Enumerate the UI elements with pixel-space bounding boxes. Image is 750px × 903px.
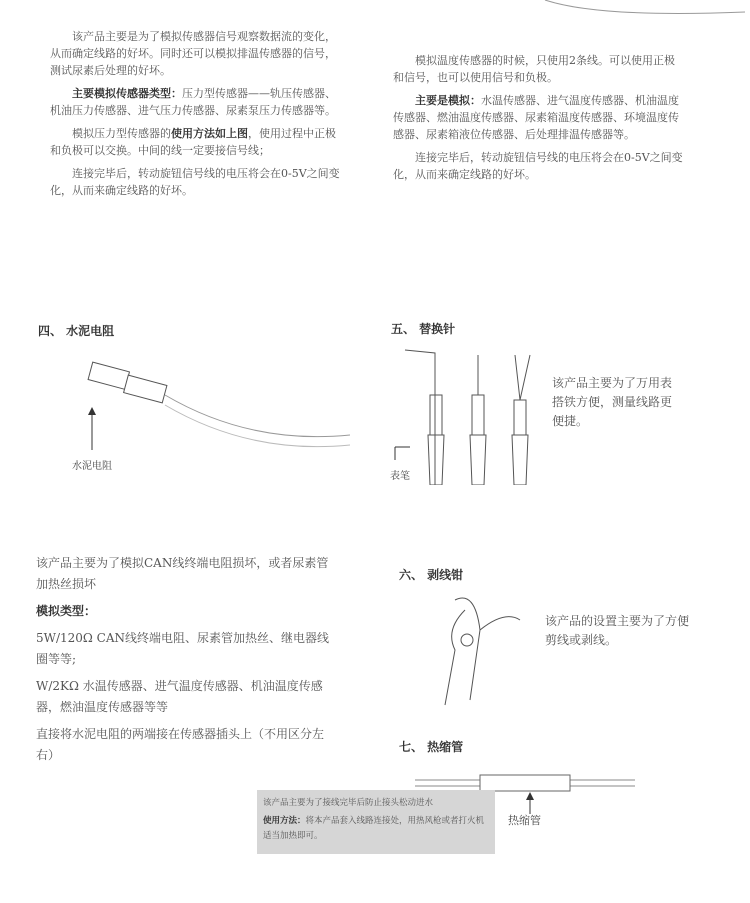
probe-pins-illustration: [390, 345, 550, 485]
cement-resistor-illustration: [70, 355, 350, 465]
section-4-title: 四、 水泥电阻: [38, 324, 115, 338]
pressure-types: 压力型传感器——轨压传感器、机油压力传感器、进气压力传感器、尿素泵压力传感器等。: [50, 87, 336, 117]
probe-label: 表笔: [390, 471, 410, 482]
pressure-usage-a: 模拟压力型传感器的: [72, 127, 171, 140]
cement-intro: 该产品主要为了模拟CAN线终端电阻损坏，或者尿素管加热丝损坏: [36, 556, 329, 591]
temperature-sensor-section: [393, 52, 683, 189]
temp-result: 连接完毕后，转动旋钮信号线的电压将会在0-5V之间变化，从而来确定线路的好坏。: [393, 151, 683, 181]
temp-intro: 模拟温度传感器的时候，只使用2条线。可以使用正极和信号，也可以使用信号和负极。: [393, 54, 675, 84]
pressure-sensor-section: [50, 28, 340, 205]
pressure-usage-b: ，使用过程中正极和负极可以交换。中间的线一定要接信号线；: [50, 127, 336, 157]
cement-usage: 直接将水泥电阻的两端接在传感器插头上（不用区分左右）: [36, 727, 325, 762]
cement-resistor-description: [36, 553, 336, 772]
heat-shrink-usage-label: 使用方法：: [263, 816, 306, 826]
heat-shrink-usage: 将本产品套入线路连接处，用热风枪或者打火机适当加热即可。: [263, 816, 485, 841]
section-6-title: 六、 剥线钳: [399, 568, 464, 582]
wire-stripper-illustration: [425, 590, 525, 710]
temp-types-label: 主要是模拟：: [415, 94, 481, 107]
temp-types: 水温传感器、进气温度传感器、机油温度传感器、燃油温度传感器、尿素箱温度传感器、环境温度传感器、尿素箱液位传感器、后处理排温传感器等。: [393, 94, 679, 141]
cement-type-1: 5W/120Ω CAN线终端电阻、尿素管加热丝、继电器线圈等等;: [36, 631, 330, 666]
section-7-title: 七、 热缩管: [399, 740, 464, 754]
heat-shrink-description: [257, 790, 495, 854]
heat-shrink-label: 热缩管: [508, 814, 541, 827]
wire-stripper-description: 该产品的设置主要为了方便剪线或剥线。: [545, 614, 690, 647]
probe-description: 该产品主要为了万用表搭铁方便，测量线路更便捷。: [552, 376, 673, 428]
cable-illustration-top: [540, 0, 750, 20]
cement-type-2: W/2KΩ 水温传感器、进气温度传感器、机油温度传感器，燃油温度传感器等等: [36, 679, 323, 714]
pressure-intro: 该产品主要是为了模拟传感器信号观察数据流的变化，从而确定线路的好坏。同时还可以模拟排温传感器的信号，测试尿素后处理的好坏。: [50, 30, 336, 77]
pressure-usage-bold: 使用方法如上图: [171, 127, 248, 140]
pressure-result: 连接完毕后，转动旋钮信号线的电压将会在0-5V之间变化，从而来确定线路的好坏。: [50, 167, 340, 197]
cement-resistor-label: 水泥电阻: [72, 461, 112, 472]
cement-types-label: 模拟类型：: [36, 604, 97, 618]
section-5-title: 五、 替换针: [391, 322, 456, 336]
pressure-types-label: 主要模拟传感器类型：: [72, 87, 182, 100]
heat-shrink-intro: 该产品主要为了接线完毕后防止接头松动进水: [263, 798, 434, 808]
